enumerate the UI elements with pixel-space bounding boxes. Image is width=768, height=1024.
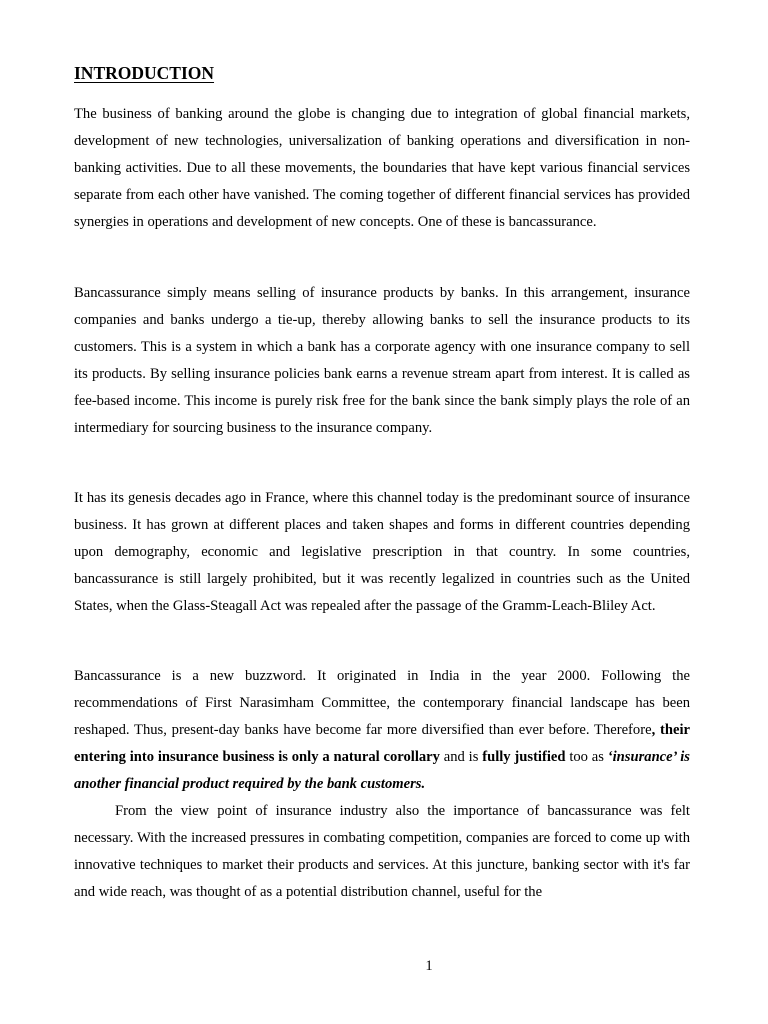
paragraph-4-run-3: and is bbox=[439, 748, 483, 765]
paragraph-5: From the view point of insurance industry also the importance of bancassurance was felt necessary. With the increased pressures in combating competition, companies are forced to come up with innovative techniques to market their products and services. At this juncture, banking sector with it's far and wide reach, was thought of as a potential distribution channel, useful for the bbox=[74, 803, 690, 900]
paragraph-4-bold-italic-quote: ‘insurance’ is another financial product required by the bank customers. bbox=[74, 748, 690, 792]
page-number: 1 bbox=[425, 958, 433, 974]
paragraph-4-run-1: Bancassurance is a new buzzword. It originated in India in the year 2000. Following the recommendations of First Narasimham Committee, the contemporary financial landscape has been reshaped. Thus, present-day banks have become far more diversified than ever before. Therefore bbox=[74, 668, 690, 738]
paragraph-4 bbox=[74, 663, 690, 798]
paragraph-4-bold-corollary: , their entering into insurance business is only a natural corollary bbox=[74, 721, 690, 765]
paragraph-4-bold-justified: fully justified bbox=[482, 748, 566, 765]
paragraph-4-run-5: too as bbox=[565, 748, 608, 765]
paragraph-3: It has its genesis decades ago in France, where this channel today is the predominant source of insurance business. It has grown at different places and taken shapes and forms in different countries depending upon demography, economic and legislative prescription in that country. In some countries, bancassurance is still largely prohibited, but it was recently legalized in countries such as the United States, when the Glass-Steagall Act was repealed after the passage of the Gramm-Leach-Bliley Act. bbox=[74, 490, 690, 614]
paragraph-1: The business of banking around the globe is changing due to integration of global financial markets, development of new technologies, universalization of banking operations and diversification in non-banking activities. Due to all these movements, the boundaries that have kept various financial services separate from each other have vanished. The coming together of different financial services has provided synergies in operations and development of new concepts. One of these is bancassurance. bbox=[74, 106, 690, 230]
paragraph-2: Bancassurance simply means selling of insurance products by banks. In this arrangement, insurance companies and banks undergo a tie-up, thereby allowing banks to sell the insurance products to its customers. This is a system in which a bank has a corporate agency with one insurance company to sell its products. By selling insurance policies bank earns a revenue stream apart from interest. It is called as fee-based income. This income is purely risk free for the bank since the bank simply plays the role of an intermediary for sourcing business to the insurance company. bbox=[74, 285, 690, 436]
page-title: INTRODUCTION bbox=[74, 63, 215, 83]
